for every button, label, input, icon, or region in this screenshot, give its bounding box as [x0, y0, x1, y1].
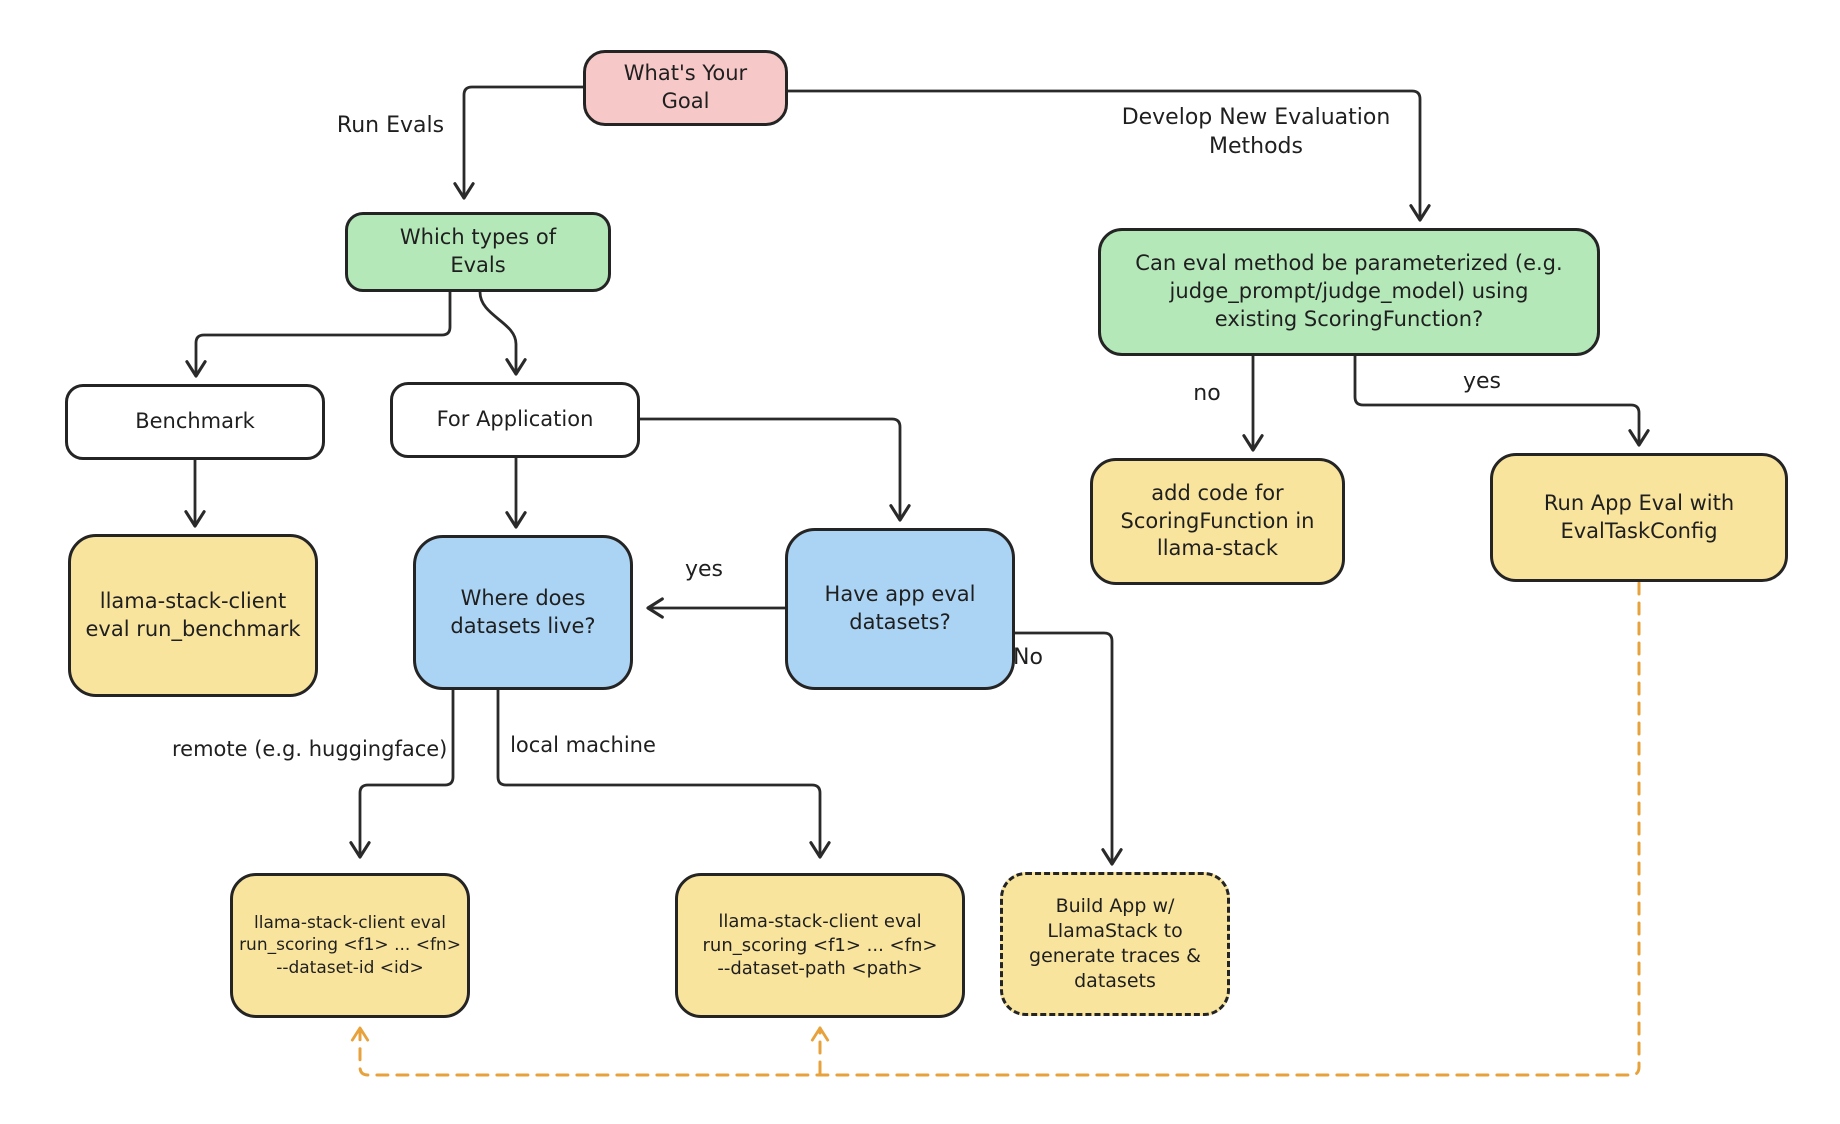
node-whats-your-goal — [583, 50, 788, 126]
node-label-line: --dataset-id <id> — [276, 957, 424, 978]
node-run-app-eval-evaltaskconfig — [1490, 453, 1788, 582]
node-label-line: add code for — [1151, 480, 1284, 505]
node-label-line: run_scoring <f1> ... <fn> — [702, 934, 938, 956]
node-benchmark — [65, 384, 325, 460]
node-label-line: Which types of — [399, 225, 557, 250]
edge-which-types-to-benchmark — [196, 292, 450, 376]
node-label-line: Goal — [661, 89, 710, 113]
edge-which-types-to-for-application — [480, 292, 516, 374]
node-label-line: What's Your — [623, 61, 748, 86]
node-build-app-generate-traces — [1000, 872, 1230, 1016]
edge-label-line: Methods — [1209, 133, 1303, 159]
node-add-code-scoringfunction — [1090, 458, 1345, 585]
edge-label-line: Develop New Evaluation — [1121, 105, 1391, 130]
edge-label-yes: yes — [1462, 369, 1502, 394]
node-label-line: existing ScoringFunction? — [1214, 306, 1484, 331]
node-label-line: datasets — [1074, 970, 1156, 993]
edge-goal-to-which-types — [464, 87, 583, 198]
node-label-line: Build App w/ — [1055, 894, 1175, 917]
edge-label-remote-huggingface: remote (e.g. huggingface) — [172, 737, 448, 761]
node-label-line: Where does — [460, 585, 586, 610]
edge-where-datasets-local-to-run-scoring-path — [498, 690, 820, 857]
node-label-line: datasets live? — [450, 613, 596, 638]
edge-label-local-machine: local machine — [510, 733, 656, 757]
node-label-line: ScoringFunction in — [1120, 508, 1315, 533]
node-label-line: eval run_benchmark — [85, 616, 301, 641]
edge-for-application-to-have-datasets — [640, 419, 900, 520]
edge-where-datasets-remote-to-run-scoring-id — [360, 690, 453, 857]
node-run-scoring-dataset-path-command — [675, 873, 965, 1018]
edge-label-no: No — [1013, 645, 1043, 670]
node-label-line: Can eval method be parameterized (e.g. — [1135, 251, 1563, 276]
node-can-eval-method-parameterized — [1098, 228, 1600, 356]
edge-label-yes: yes — [684, 557, 724, 582]
node-label-line: llama-stack-client — [99, 588, 287, 613]
node-label-line: judge_prompt/judge_model) using — [1169, 279, 1529, 304]
node-label-line: llama-stack — [1156, 536, 1279, 561]
node-run-benchmark-command — [68, 534, 318, 697]
node-have-app-eval-datasets — [785, 528, 1015, 690]
node-label-line: llama-stack-client eval — [718, 910, 922, 932]
node-run-scoring-dataset-id-command — [230, 873, 470, 1018]
edge-label-no: no — [1193, 381, 1221, 406]
node-label-line: run_scoring <f1> ... <fn> — [239, 935, 461, 956]
node-label-line: datasets? — [849, 610, 951, 634]
node-label-line: Run App Eval with — [1543, 490, 1735, 515]
node-label-line: Evals — [450, 253, 506, 277]
node-label-line: Benchmark — [135, 409, 255, 434]
node-label-line: For Application — [436, 407, 594, 432]
edge-label-run-evals: Run Evals — [336, 113, 445, 138]
node-label-line: generate traces & — [1029, 945, 1201, 967]
edge-label-develop-new-evaluation-methods — [1095, 104, 1417, 161]
node-where-does-datasets-live — [413, 535, 633, 690]
node-label-line: LlamaStack to — [1047, 919, 1183, 942]
node-label-line: EvalTaskConfig — [1560, 518, 1718, 543]
node-label-line: Have app eval — [824, 582, 976, 607]
node-label-line: --dataset-path <path> — [717, 958, 923, 980]
node-for-application — [390, 382, 640, 458]
node-label-line: llama-stack-client eval — [254, 912, 446, 933]
node-which-types-of-evals — [345, 212, 611, 292]
